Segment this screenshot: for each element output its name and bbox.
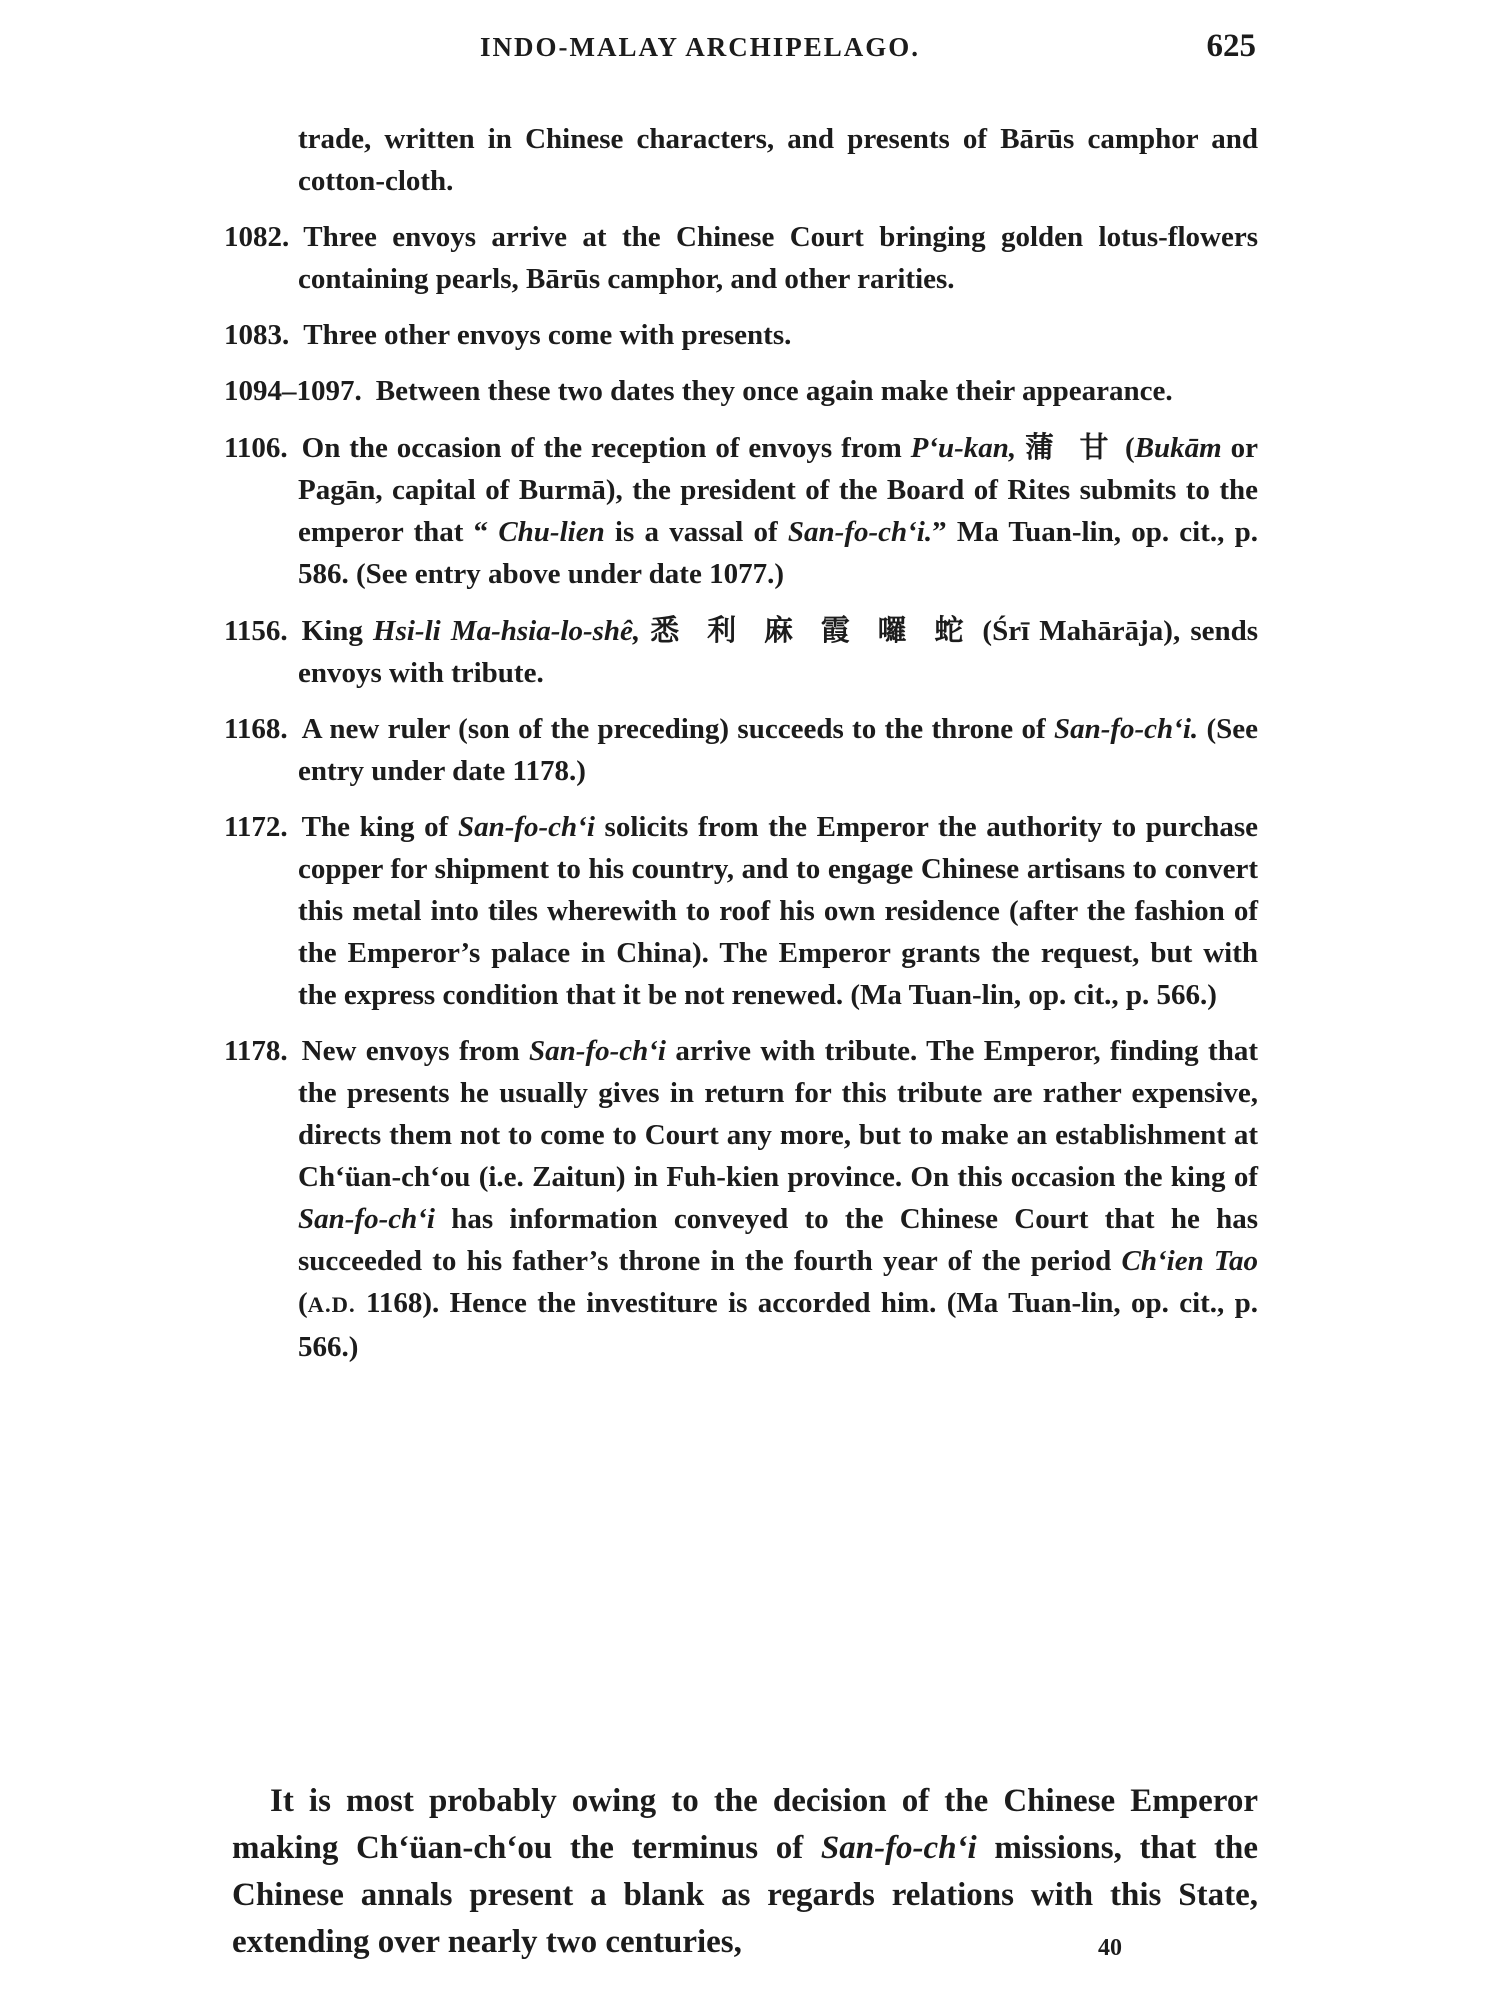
entry-1156: 1156. King Hsi-li Ma-hsia-lo-shê, 悉 利 麻 霞 囉 蛇 (Śrī Mahārāja), sends envoys with tribute. <box>224 613 1259 689</box>
signature-mark: 40 <box>1098 1935 1122 1961</box>
chronology-entries <box>224 118 1258 1382</box>
entry-date: 1094–1097. <box>224 375 362 407</box>
entry-1178: 1178. New envoys from San-fo-ch‘i arrive with tribute. The Emperor, finding that the presents he usually gives in return for this tribute are rather expensive, directs them not to come to Court any more, but to make an establishment at Ch‘üan-ch‘ou (i.e. Zaitun) in Fuh-kien province. On this occasion the king of San-fo-ch‘i has information conveyed to the Chinese Court that he has succeeded to his father’s throne in the fourth year of the period Ch‘ien Tao (A.D. 1168). Hence the investiture is accorded him. (Ma Tuan-lin, op. cit., p. 566.) <box>224 1035 1258 1363</box>
entry-date: 1082. <box>224 221 290 253</box>
closing-paragraph: It is most probably owing to the decision of the Chinese Emperor making Ch‘üan-ch‘ou the terminus of San-fo-ch‘i missions, that the Chinese annals present a blank as regards relations with this State, extending over nearly two centuries, <box>232 1783 1258 1960</box>
entry-1082: 1082. Three envoys arrive at the Chinese Court bringing golden lotus-flowers containing pearls, Bārūs camphor, and other rarities. <box>224 221 1258 295</box>
entry-1172: 1172. The king of San-fo-ch‘i solicits from the Emperor the authority to purchase copper for shipment to his country, and to engage Chinese artisans to convert this metal into tiles wherewith to roof his own residence (after the fashion of the Emperor’s palace in China). The Emperor grants the request, but with the express condition that it be not renewed. (Ma Tuan-lin, op. cit., p. 566.) <box>224 811 1258 1011</box>
chinese-characters: 蒲 甘 <box>1025 430 1117 464</box>
entry-1094-1097: 1094–1097. Between these two dates they once again make their appearance. <box>224 375 1173 407</box>
entry-continuation: trade, written in Chinese characters, and presents of Bārūs camphor and cotton-cloth. <box>298 123 1258 197</box>
running-title: INDO-MALAY ARCHIPELAGO. <box>480 32 921 62</box>
entry-date: 1106. <box>224 432 288 464</box>
entry-1168: 1168. A new ruler (son of the preceding) succeeds to the throne of San-fo-ch‘i. (See entry under date 1178.) <box>224 713 1258 787</box>
entry-1106: 1106. On the occasion of the reception of envoys from P‘u-kan, 蒲 甘 (Bukām or Pagān, capital of Burmā), the president of the Board of Rites submits to the emperor that “ Chu-lien is a vassal of San-fo-ch‘i.” Ma Tuan-lin, op. cit., p. 586. (See entry above under date 1077.) <box>224 430 1259 590</box>
page-number: 625 <box>1206 28 1256 64</box>
entry-date: 1083. <box>224 319 290 351</box>
entry-date: 1156. <box>224 615 288 647</box>
page-header <box>480 28 1256 76</box>
entry-1083: 1083. Three other envoys come with presents. <box>224 319 792 351</box>
chinese-characters: 悉 利 麻 霞 囉 蛇 <box>650 613 973 647</box>
entry-date: 1178. <box>224 1035 288 1067</box>
entry-date: 1172. <box>224 811 288 843</box>
entry-date: 1168. <box>224 713 288 745</box>
